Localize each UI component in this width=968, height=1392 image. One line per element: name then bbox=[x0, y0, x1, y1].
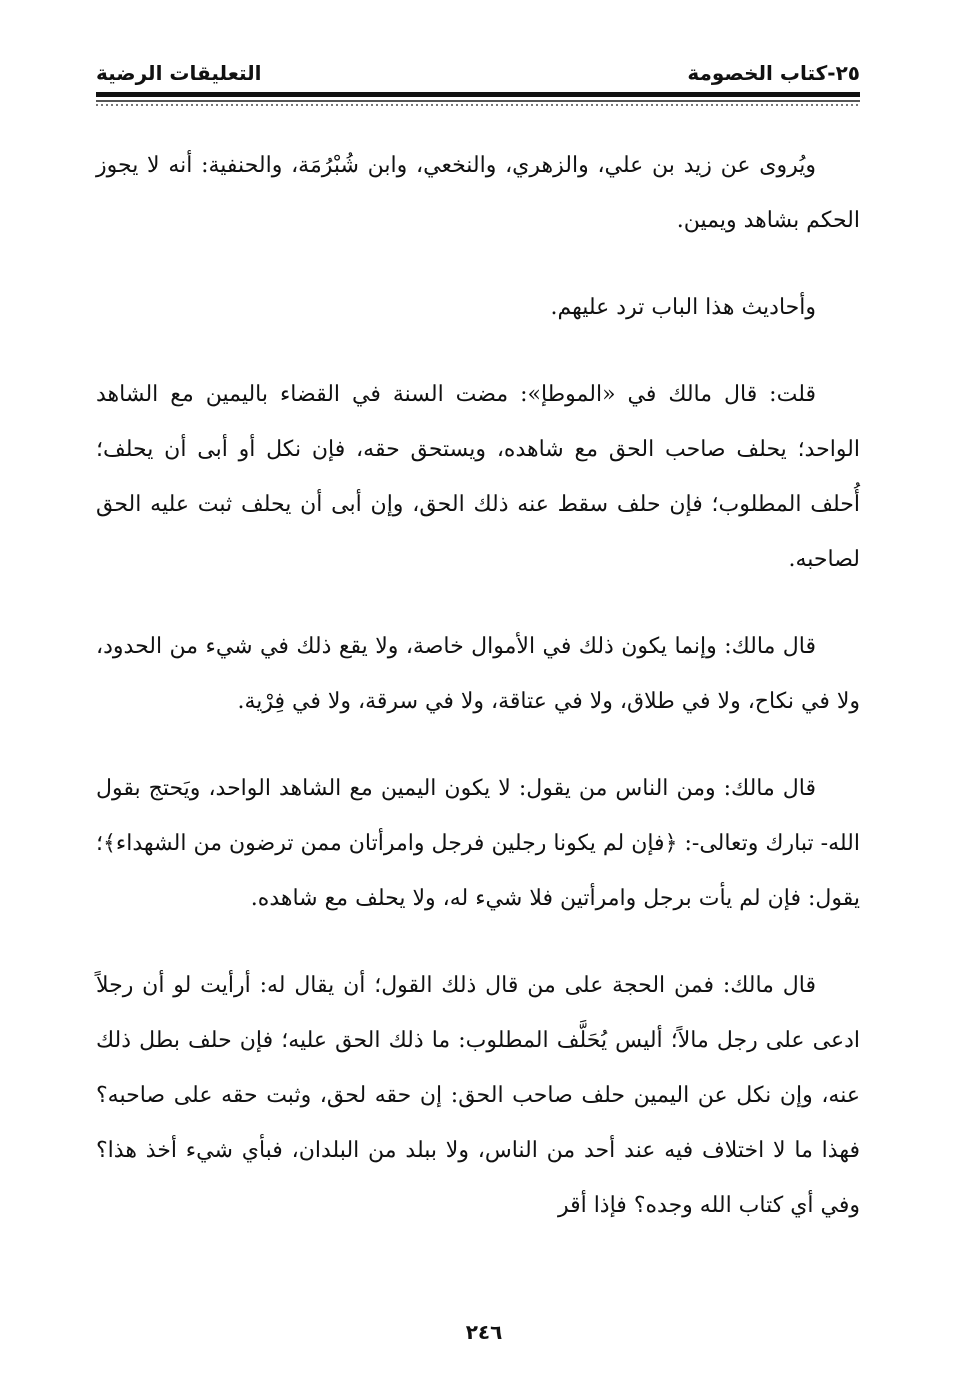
header-rule-thin bbox=[96, 100, 860, 102]
header-rule-thick bbox=[96, 92, 860, 97]
paragraph: قال مالك: ومن الناس من يقول: لا يكون اليمين مع الشاهد الواحد، ويَحتج بقول الله- تبارك وتعالى-: ﴿فإن لم يكونا رجلين فرجل وامرأتان ممن ترضون من الشهداء﴾؛ يقول: فإن لم يأت برجل وامرأتين فلا شيء له، ولا يحلف مع شاهده. bbox=[96, 776, 860, 911]
page-body bbox=[96, 138, 860, 1265]
paragraph: قال مالك: فمن الحجة على من قال ذلك القول؛ أن يقال له: أرأيت لو أن رجلاً ادعى على رجل مالاً؛ أليس يُحَلَّف المطلوب: ما ذلك الحق عليه؛ فإن حلف بطل ذلك عنه، وإن نكل عن اليمين حلف صاحب الحق: إن حقه لحق، وثبت حقه على صاحبه؟ فهذا ما لا اختلاف فيه عند أحد من الناس، ولا ببلد من البلدان، فبأي شيء أخذ هذا؟ وفي أي كتاب الله وجده؟ فإذا أقر bbox=[96, 973, 860, 1218]
book-title: التعليقات الرضية bbox=[96, 61, 262, 85]
page-number: ٢٤٦ bbox=[465, 1320, 503, 1344]
paragraph: قلت: قال مالك في «الموطإ»: مضت السنة في القضاء باليمين مع الشاهد الواحد؛ يحلف صاحب الحق مع شاهده، ويستحق حقه، فإن نكل أو أبى أن يحلف؛ أُحلف المطلوب؛ فإن حلف سقط عنه ذلك الحق، وإن أبى أن يحلف ثبت عليه الحق لصاحبه. bbox=[96, 382, 860, 572]
paragraph: وأحاديث هذا الباب ترد عليهم. bbox=[550, 295, 816, 320]
paragraph: ويُروى عن زيد بن علي، والزهري، والنخعي، وابن شُبْرُمَة، والحنفية: أنه لا يجوز الحكم بشاهد ويمين. bbox=[96, 153, 860, 233]
running-header bbox=[96, 58, 860, 94]
header-rule-dotted bbox=[96, 104, 860, 106]
chapter-title: ٢٥-كتاب الخصومة bbox=[687, 61, 860, 85]
paragraph: قال مالك: وإنما يكون ذلك في الأموال خاصة، ولا يقع ذلك في شيء من الحدود، ولا في نكاح، ولا في طلاق، ولا في عتاقة، ولا في سرقة، ولا في فِرْية. bbox=[96, 634, 860, 714]
